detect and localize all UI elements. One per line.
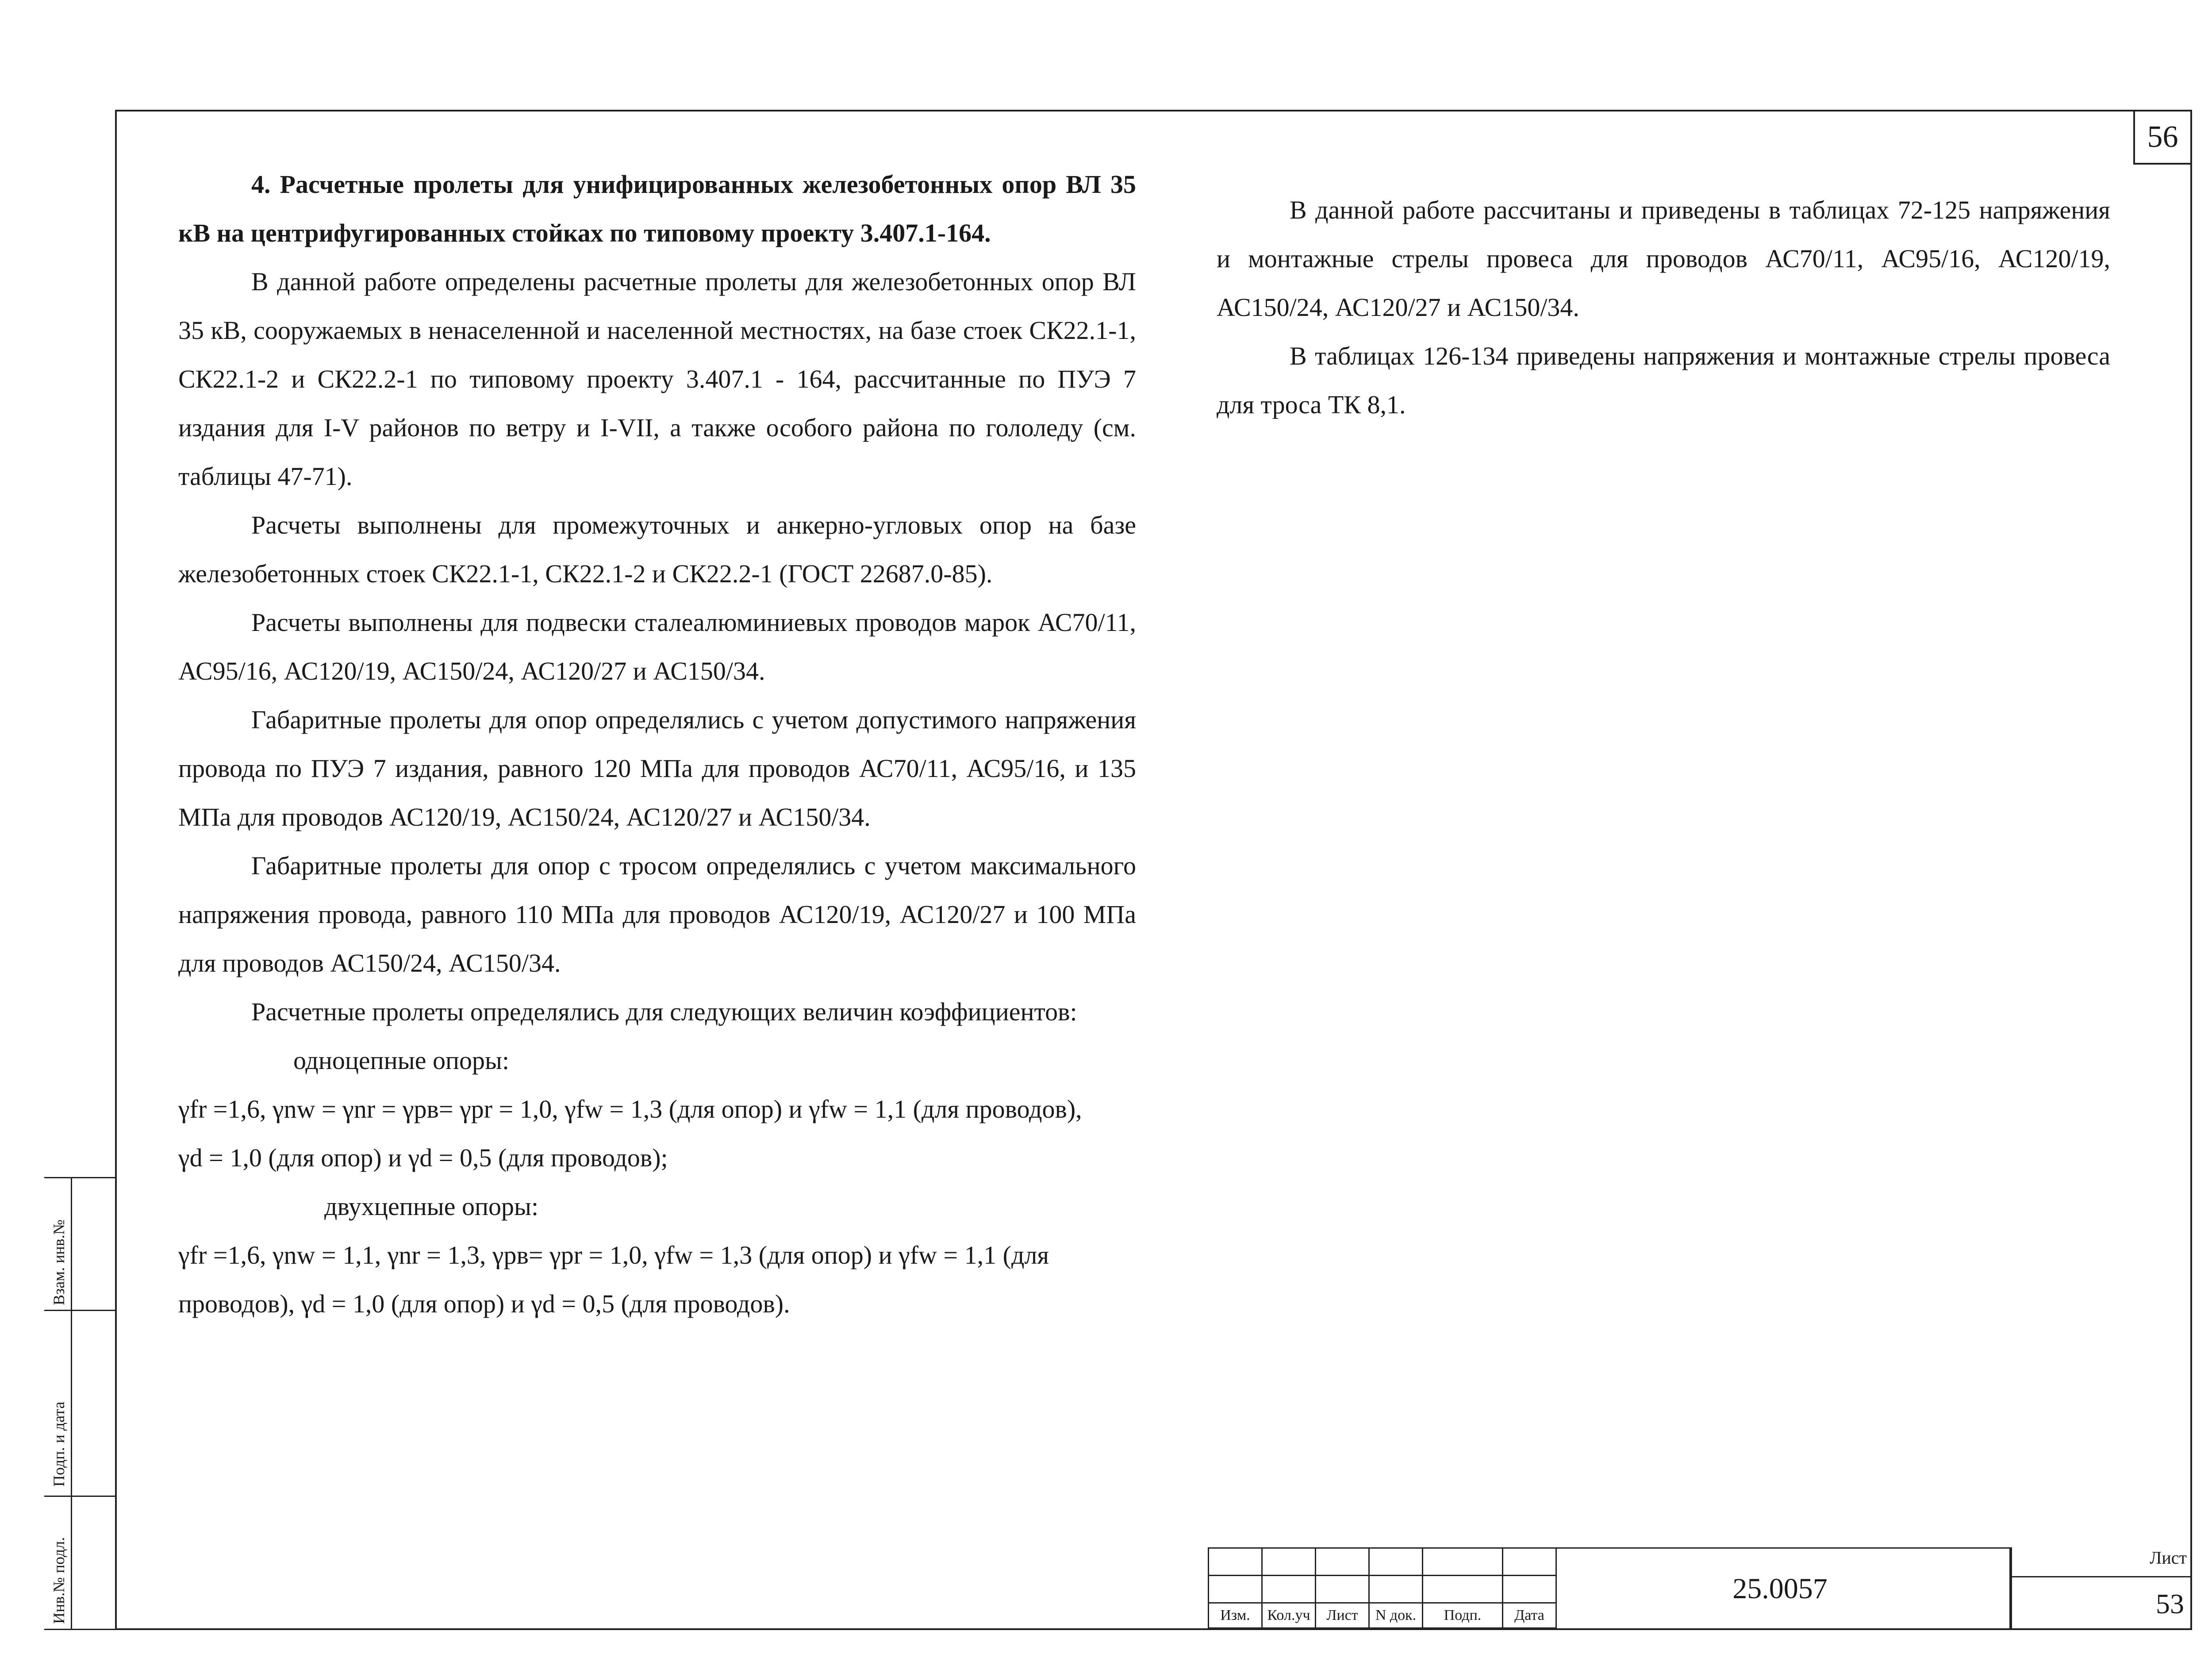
replaced-inv-label: Взам. инв.№ xyxy=(50,1219,68,1305)
inv-orig-label: Инв.№ подл. xyxy=(50,1537,68,1624)
formula-line: γfr =1,6, γnw = γnr = γрв= γpr = 1,0, γfw = 1,3 (для опор) и γfw = 1,1 (для проводов), xyxy=(178,1095,1082,1123)
formula-line: γfr =1,6, γnw = 1,1, γnr = 1,3, γрв= γpr = 1,0, γfw = 1,3 (для опор) и γfw = 1,1 (для xyxy=(178,1241,1049,1269)
paragraph: Расчетные пролеты определялись для следующих величин коэффициентов: xyxy=(251,997,1077,1026)
heading-line-3: 3.407.1-164. xyxy=(860,219,991,247)
revision-table xyxy=(1208,1547,1557,1629)
sheet-number: 53 xyxy=(2011,1577,2192,1630)
paragraph: Габаритные пролеты для опор определялись с учетом допустимого напряжения провода по ПУЭ 7 издания, равного 120 МПа для проводов АС70/11, АС95/16, и 135 МПа для проводов АС120/19, АС150/24, АС120/27 и АС150/34. xyxy=(178,705,1136,831)
sign-date-label: Подп. и дата xyxy=(50,1401,68,1487)
double-circuit-title: двухцепные опоры: xyxy=(324,1192,539,1221)
single-circuit-title: одноцепные опоры: xyxy=(293,1046,510,1075)
strip-line xyxy=(44,1177,115,1178)
left-column xyxy=(178,160,1136,1328)
strip-line xyxy=(44,1310,115,1311)
paragraph: В данной работе определены расчетные пролеты для железобетонных опор ВЛ 35 кВ, сооружаемых в ненаселенной и населенной местностях, на базе стоек СК22.1-1, СК22.1-2 и СК22.2-1 по типовому проекту 3.407.1 - 164, рассчитанные по ПУЭ 7 издания для I-V районов по ветру и I-VII, а также особого района по гололеду (см. таблицы 47-71). xyxy=(178,267,1136,491)
right-column xyxy=(1217,186,2110,429)
paragraph: Расчеты выполнены для промежуточных и анкерно-угловых опор на базе железобетонных стоек СК22.1-1, СК22.1-2 и СК22.2-1 (ГОСТ 22687.0-85). xyxy=(178,511,1136,588)
col-header: Подп. xyxy=(1423,1603,1503,1628)
strip-line xyxy=(71,1177,72,1630)
col-header: N док. xyxy=(1369,1603,1423,1628)
paragraph: В таблицах 126-134 приведены напряжения и монтажные стрелы провеса для троса ТК 8,1. xyxy=(1217,342,2110,419)
strip-line xyxy=(44,1496,115,1497)
paragraph: В данной работе рассчитаны и приведены в таблицах 72-125 напряжения и монтажные стрелы провеса для проводов АС70/11, АС95/16, АС120/19, АС150/24, АС120/27 и АС150/34. xyxy=(1217,196,2110,322)
col-header: Лист xyxy=(1316,1603,1369,1628)
paragraph: Габаритные пролеты для опор с тросом определялись с учетом максимального напряжения провода, равного 110 МПа для проводов АС120/19, АС120/27 и 100 МПа для проводов АС150/24, АС150/34. xyxy=(178,851,1136,977)
heading-line-2: опор ВЛ 35 кВ на центрифугированных стойках по типовому проекту xyxy=(178,170,1137,247)
paragraph: Расчеты выполнены для подвески сталеалюминиевых проводов марок АС70/11, АС95/16, АС120/19, АС150/24, АС120/27 и АС150/34. xyxy=(178,608,1136,685)
sheet-box xyxy=(2011,1547,2192,1630)
section-heading xyxy=(178,160,1136,258)
formula-line: проводов), γd = 1,0 (для опор) и γd = 0,5 (для проводов). xyxy=(178,1289,790,1318)
col-header: Кол.уч xyxy=(1262,1603,1316,1628)
strip-line xyxy=(44,1629,115,1630)
heading-line-1: 4. Расчетные пролеты для унифицированных железобетонных xyxy=(251,170,993,199)
col-header: Изм. xyxy=(1209,1603,1262,1628)
formula-line: γd = 1,0 (для опор) и γd = 0,5 (для проводов); xyxy=(178,1143,668,1172)
page-number: 56 xyxy=(2133,110,2192,165)
sheet-label: Лист xyxy=(2011,1547,2192,1577)
title-stamp xyxy=(1208,1547,2192,1630)
margin-strip xyxy=(44,1177,115,1630)
col-header: Дата xyxy=(1503,1603,1556,1628)
document-code: 25.0057 xyxy=(1551,1547,2011,1630)
